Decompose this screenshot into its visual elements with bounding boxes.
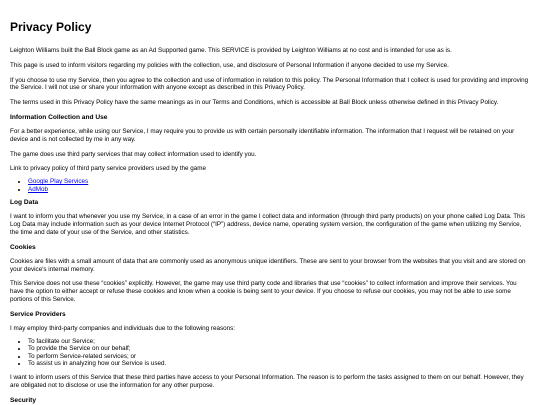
service-providers-list [10,338,530,368]
section-heading-information-collection: Information Collection and Use [10,113,108,121]
intro-paragraph: Leighton Williams built the Ball Block game as an Ad Supported game. This SERVICE is provided by Leighton Williams at no cost and is intended for use as is. [10,47,452,54]
list-item: • To perform Service-related services; or [28,353,530,361]
cookies-paragraph: This Service does not use these “cookies” explicitly. However, the game may use third party code and libraries that use “cookies” to collect information and improve their services. You have the option to either accept or refuse these cookies and know when a cookie is being sent to your device. If you choose to refuse our cookies, you may not be able to use some portions of this Service. [10,280,517,303]
section-heading-cookies: Cookies [10,243,36,251]
list-item: • To facilitate our Service; [28,338,530,346]
google-play-services-link[interactable]: Google Play Services [28,178,89,186]
section-heading-log-data: Log Data [10,199,39,207]
admob-link[interactable]: AdMob [28,185,48,193]
section-heading-service-providers: Service Providers [10,310,66,318]
page-title: Privacy Policy [10,20,92,34]
section-heading-security: Security [10,396,37,404]
list-item: • To provide the Service on our behalf; [28,345,530,353]
info-collection-paragraph: Link to privacy policy of third party service providers used by the game [10,165,206,173]
third-party-links-list [10,178,530,193]
list-item: • To assist us in analyzing how our Service is used. [28,360,530,368]
info-collection-paragraph: The game does use third party services that may collect information used to identify you. [10,150,257,158]
cookies-paragraph: Cookies are files with a small amount of data that are commonly used as anonymous unique identifiers. These are sent to your browser from the websites that you visit and are stored on your device's internal memory. [10,257,526,273]
info-collection-paragraph: For a better experience, while using our Service, I may require you to provide us with certain personally identifiable information. The information that I request will be retained on your device and is not collected by me in any way. [10,127,515,143]
intro-paragraph: This page is used to inform visitors regarding my policies with the collection, use, and disclosure of Personal Information if anyone decided to use my Service. [10,61,449,69]
list-item [28,186,530,194]
intro-paragraph: The terms used in this Privacy Policy have the same meanings as in our Terms and Conditions, which is accessible at Ball Block unless otherwise defined in this Privacy Policy. [10,99,499,107]
log-data-paragraph: I want to inform you that whenever you use my Service, in a case of an error in the game I collect data and information (through third party products) on your phone called Log Data. This Log Data may include information such as your device Internet Protocol (“IP”) address, device name, operating system version, the configuration of the game when utilizing my Service, the time and date of your use of the Service, and other statistics. [10,213,526,236]
intro-paragraph: If you choose to use my Service, then you agree to the collection and use of information in relation to this policy. The Personal Information that I collect is used for providing and improving the Service. I will not use or share your information with anyone except as described in this Privacy Policy. [10,76,529,92]
list-item [28,178,530,186]
service-providers-closing: I want to inform users of this Service that these third parties have access to your Personal Information. The reason is to perform the tasks assigned to them on our behalf. However, they are obligated not to disclose or use the information for any other purpose. [10,373,524,389]
service-providers-lead: I may employ third-party companies and individuals due to the following reasons: [10,324,236,332]
